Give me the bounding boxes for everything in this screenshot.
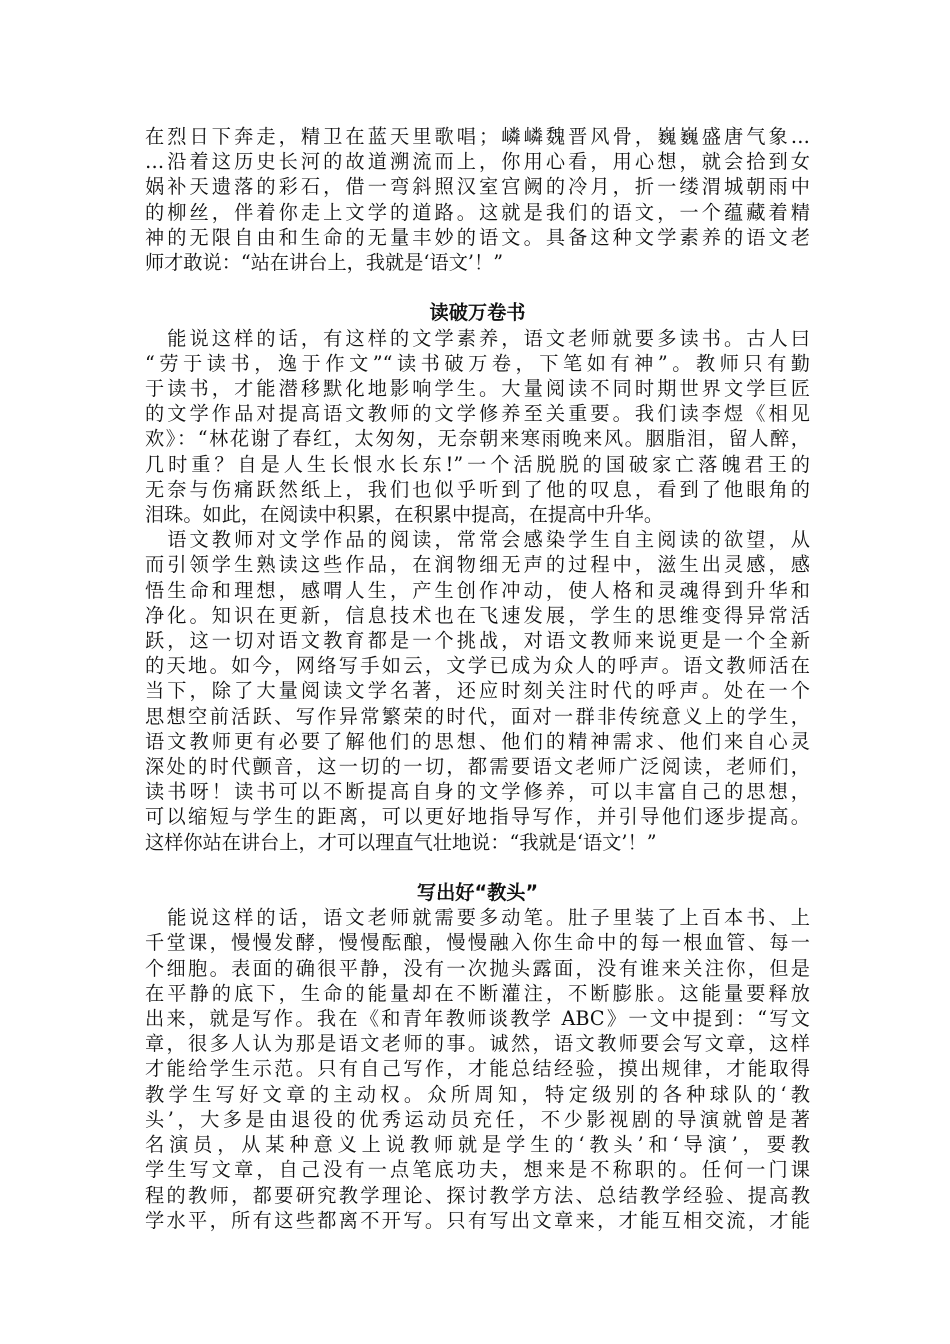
intro-paragraph (145, 124, 810, 275)
section2-paragraph-1 (145, 905, 810, 1233)
text-line: 章，很多人认为那是语文老师的事。诚然，语文教师要会写文章，这样 (145, 1032, 810, 1056)
text-line: 跃，这一切对语文教育都是一个挑战，对语文教师来说更是一个全新 (145, 629, 810, 653)
text-line: 的文学作品对提高语文教师的文学修养至关重要。我们读李煜《相见 (145, 402, 810, 426)
text-line: 泪珠。如此，在阅读中积累，在积累中提高，在提高中升华。 (145, 503, 664, 527)
text-line: 教学生写好文章的主动权。众所周知，特定级别的各种球队的‘教 (145, 1082, 810, 1106)
text-line: 娲补天遗落的彩石，借一弯斜照汉室宫阙的冷月，折一缕渭城朝雨中 (145, 175, 810, 199)
text-line: 净化。知识在更新，信息技术也在飞速发展，学生的思维变得异常活 (145, 603, 810, 627)
section-heading-read: 读破万卷书 (429, 301, 526, 325)
text-line: 几时重？自是人生长恨水长东!”一个活脱脱的国破家亡落魄君王的 (145, 452, 810, 476)
section1-paragraph-2 (145, 527, 810, 855)
text-line: 个细胞。表面的确很平静，没有一次抛头露面，没有谁来关注你，但是 (145, 956, 810, 980)
text-line: 的柳丝，伴着你走上文学的道路。这就是我们的语文，一个蕴藏着精 (145, 200, 810, 224)
text-line: 这样你站在讲台上，才可以理直气壮地说：“我就是‘语文’！” (145, 830, 657, 854)
text-line: 能说这样的话，语文老师就需要多动笔。肚子里装了上百本书、上 (145, 906, 810, 930)
text-line: 的天地。如今，网络写手如云，文学已成为众人的呼声。语文教师活在 (145, 654, 810, 678)
text-line: 神的无限自由和生命的无量丰妙的语文。具备这种文学素养的语文老 (145, 225, 810, 249)
text-line: 思想空前活跃、写作异常繁荣的时代，面对一群非传统意义上的学生， (145, 704, 810, 728)
text-line: 可以缩短与学生的距离，可以更好地指导写作，并引导他们逐步提高。 (145, 805, 810, 829)
text-line: 程的教师，都要研究教学理论、探讨教学方法、总结教学经验、提高教 (145, 1183, 810, 1207)
text-line: 欢》：“林花谢了春红，太匆匆，无奈朝来寒雨晚来风。胭脂泪，留人醉， (145, 427, 810, 451)
text-line: 学水平，所有这些都离不开写。只有写出文章来，才能互相交流，才能 (145, 1208, 810, 1232)
text-line: 无奈与伤痛跃然纸上，我们也似乎听到了他的叹息，看到了他眼角的 (145, 477, 810, 501)
text-line: 深处的时代颤音，这一切的一切，都需要语文老师广泛阅读，老师们， (145, 755, 810, 779)
text-line: …沿着这历史长河的故道溯流而上，你用心看，用心想，就会拾到女 (145, 150, 810, 174)
text-line: 语文教师更有必要了解他们的思想、他们的精神需求、他们来自心灵 (145, 729, 810, 753)
text-line: 在烈日下奔走，精卫在蓝天里歌唱；嶙嶙魏晋风骨，巍巍盛唐气象… (145, 125, 810, 148)
document-page (145, 124, 810, 1233)
text-line: “劳于读书，逸于作文”“读书破万卷，下笔如有神”。教师只有勤 (145, 351, 810, 375)
text-line: 在平静的底下，生命的能量却在不断灌注，不断膨胀。这能量要释放 (145, 981, 810, 1005)
text-line: 学生写文章，自己没有一点笔底功夫，想来是不称职的。任何一门课 (145, 1158, 810, 1182)
text-line: 才能给学生示范。只有自己写作，才能总结经验，摸出规律，才能取得 (145, 1057, 810, 1081)
text-line: 名演员，从某种意义上说教师就是学生的‘教头’和‘导演’，要教 (145, 1133, 810, 1157)
text-line: 师才敢说：“站在讲台上，我就是‘语文’！” (145, 251, 504, 275)
section-heading-write: 写出好“教头” (416, 881, 539, 905)
text-line: 出来，就是写作。我在《和青年教师谈教学 ABC》一文中提到：“写文 (145, 1007, 810, 1031)
text-line: 能说这样的话，有这样的文学素养，语文老师就要多读书。古人曰 (145, 326, 810, 350)
text-line: 头’，大多是由退役的优秀运动员充任，不少影视剧的导演就曾是著 (145, 1107, 810, 1131)
text-line: 于读书，才能潜移默化地影响学生。大量阅读不同时期世界文学巨匠 (145, 377, 810, 401)
text-line: 读书呀！读书可以不断提高自身的文学修养，可以丰富自己的思想， (145, 780, 810, 804)
text-line: 悟生命和理想，感喟人生，产生创作冲动，使人格和灵魂得到升华和 (145, 578, 810, 602)
text-line: 语文教师对文学作品的阅读，常常会感染学生自主阅读的欲望，从 (145, 528, 810, 552)
text-line: 而引领学生熟读这些作品，在润物细无声的过程中，滋生出灵感，感 (145, 553, 810, 577)
text-line: 当下，除了大量阅读文学名著，还应时刻关注时代的呼声。处在一个 (145, 679, 810, 703)
text-line: 千堂课，慢慢发酵，慢慢酝酿，慢慢融入你生命中的每一根血管、每一 (145, 931, 810, 955)
section1-paragraph-1 (145, 326, 810, 528)
